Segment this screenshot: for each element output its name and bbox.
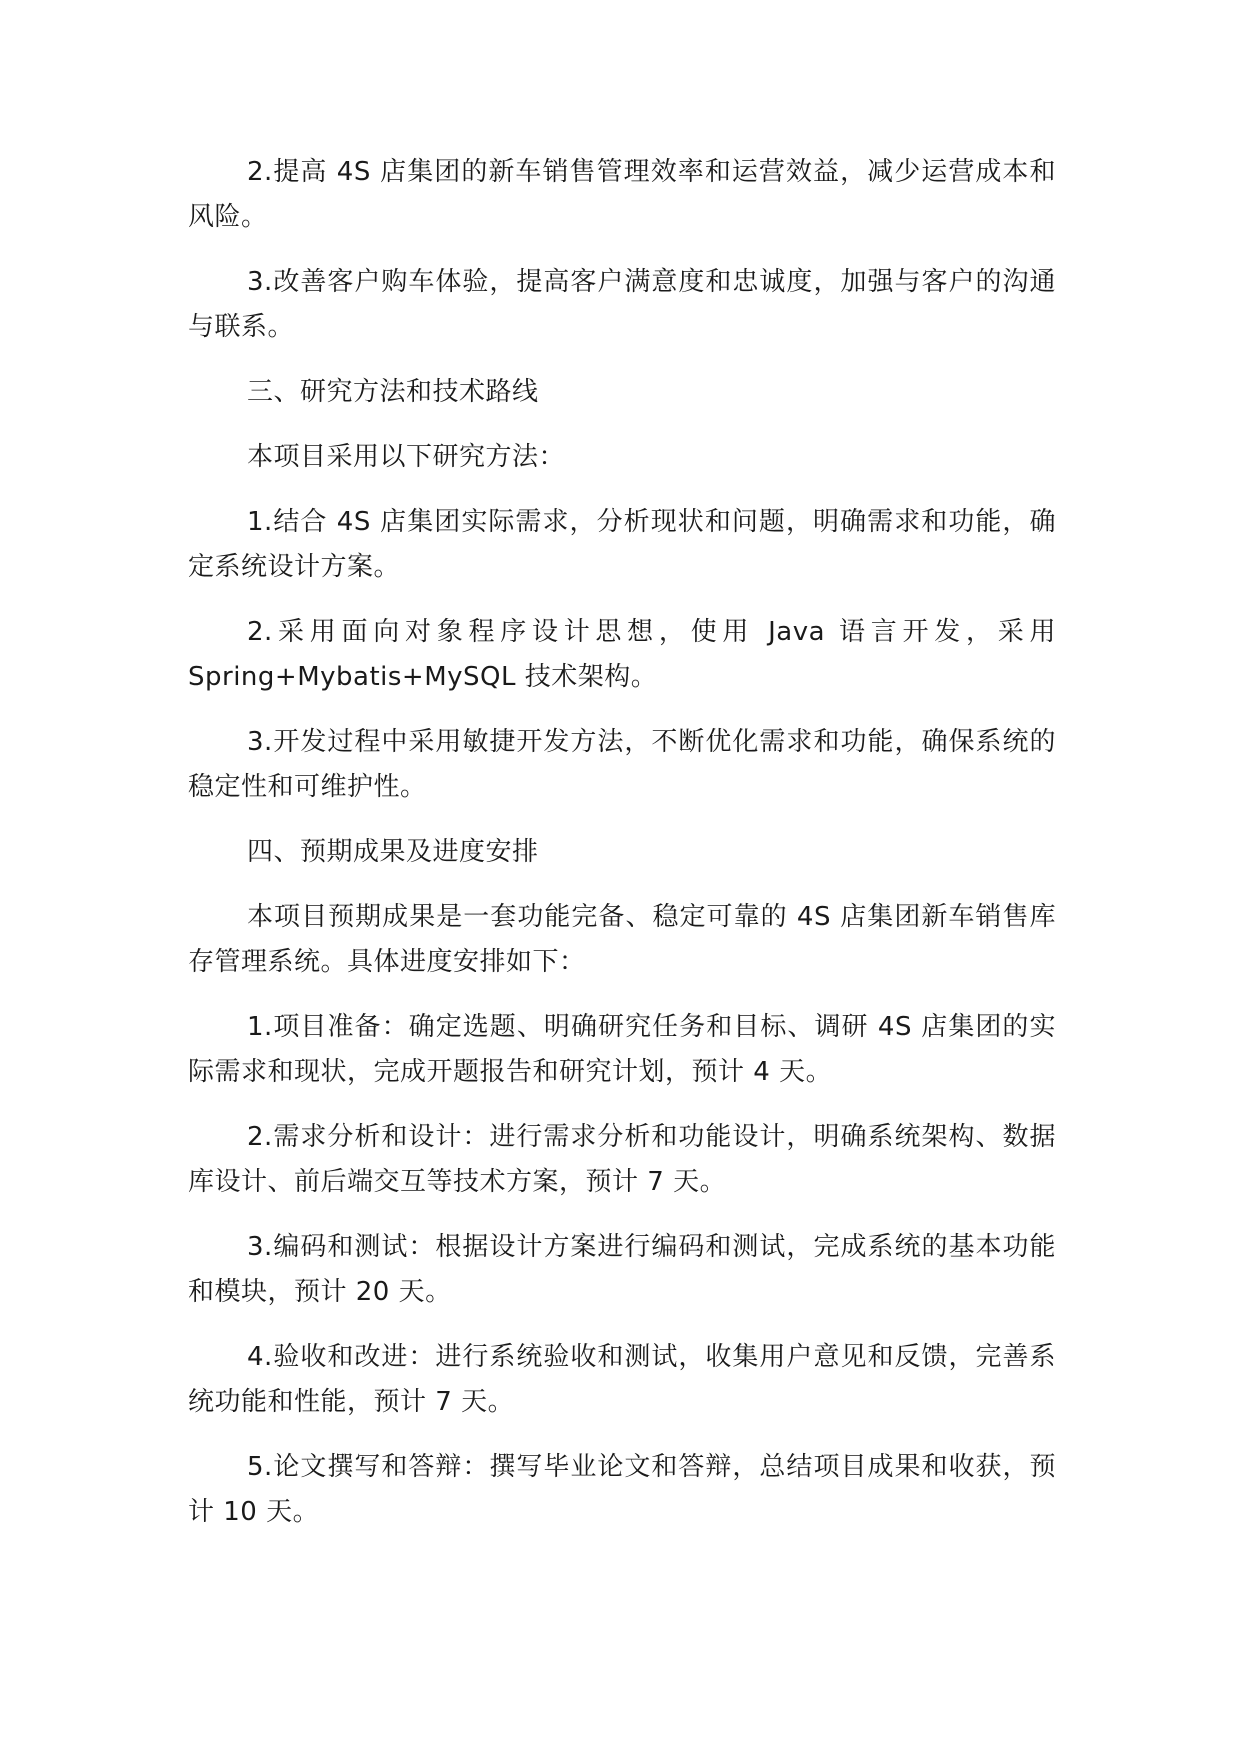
paragraph-goal-3: 3.改善客户购车体验，提高客户满意度和忠诚度，加强与客户的沟通与联系。 bbox=[188, 267, 1056, 342]
section-heading-outcomes: 四、预期成果及进度安排 bbox=[247, 837, 539, 867]
section-heading-methods: 三、研究方法和技术路线 bbox=[247, 377, 539, 407]
paragraph-schedule-5: 5.论文撰写和答辩：撰写毕业论文和答辩，总结项目成果和收获，预计 10 天。 bbox=[188, 1452, 1056, 1527]
paragraph-schedule-2: 2.需求分析和设计：进行需求分析和功能设计，明确系统架构、数据库设计、前后端交互等技术方案，预计 7 天。 bbox=[188, 1122, 1056, 1197]
paragraph-schedule-4: 4.验收和改进：进行系统验收和测试，收集用户意见和反馈，完善系统功能和性能，预计 7 天。 bbox=[188, 1342, 1056, 1417]
paragraph-goal-2: 2.提高 4S 店集团的新车销售管理效率和运营效益，减少运营成本和风险。 bbox=[188, 157, 1056, 232]
paragraph-schedule-3: 3.编码和测试：根据设计方案进行编码和测试，完成系统的基本功能和模块，预计 20 天。 bbox=[188, 1232, 1056, 1307]
paragraph-method-3: 3.开发过程中采用敏捷开发方法，不断优化需求和功能，确保系统的稳定性和可维护性。 bbox=[188, 727, 1056, 802]
paragraph-schedule-1: 1.项目准备：确定选题、明确研究任务和目标、调研 4S 店集团的实际需求和现状，完成开题报告和研究计划，预计 4 天。 bbox=[188, 1012, 1056, 1087]
paragraph-method-1: 1.结合 4S 店集团实际需求，分析现状和问题，明确需求和功能，确定系统设计方案。 bbox=[188, 507, 1056, 582]
paragraph-method-2: 2.采用面向对象程序设计思想，使用 Java 语言开发，采用 Spring+Mybatis+MySQL 技术架构。 bbox=[188, 617, 1056, 692]
document-page bbox=[188, 150, 1056, 1555]
paragraph-methods-intro: 本项目采用以下研究方法： bbox=[247, 442, 566, 472]
paragraph-outcomes-intro: 本项目预期成果是一套功能完备、稳定可靠的 4S 店集团新车销售库存管理系统。具体进度安排如下： bbox=[188, 902, 1056, 977]
